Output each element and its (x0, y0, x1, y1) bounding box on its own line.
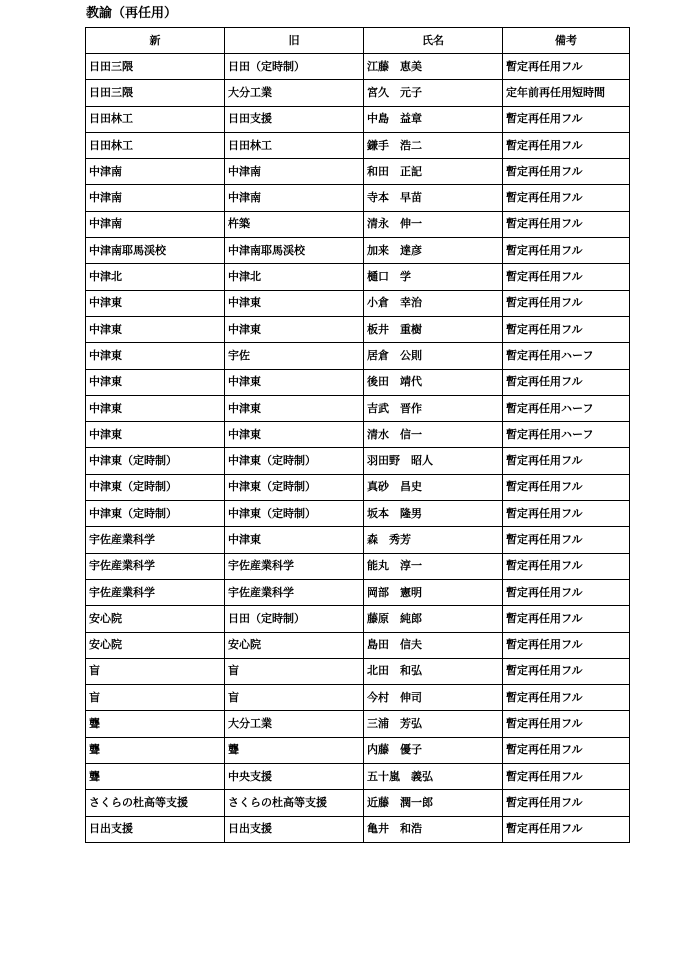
cell-note: 暫定再任用フル (503, 369, 630, 395)
cell-name: 岡部 憲明 (364, 579, 503, 605)
cell-old: 杵築 (225, 211, 364, 237)
cell-note: 暫定再任用ハーフ (503, 422, 630, 448)
header-old: 旧 (225, 28, 364, 54)
cell-note: 暫定再任用フル (503, 553, 630, 579)
cell-old: 中津東 (225, 290, 364, 316)
cell-name: 後田 靖代 (364, 369, 503, 395)
table-row (86, 658, 630, 684)
cell-name: 内藤 優子 (364, 737, 503, 763)
cell-name: 坂本 隆男 (364, 501, 503, 527)
cell-note: 暫定再任用フル (503, 474, 630, 500)
cell-name: 小倉 幸治 (364, 290, 503, 316)
cell-old: 中津北 (225, 264, 364, 290)
table-row (86, 159, 630, 185)
cell-note: 定年前再任用短時間 (503, 80, 630, 106)
cell-note: 暫定再任用フル (503, 501, 630, 527)
cell-name: 能丸 淳一 (364, 553, 503, 579)
table-row (86, 238, 630, 264)
cell-note: 暫定再任用フル (503, 316, 630, 342)
cell-new: 中津東（定時制） (86, 448, 225, 474)
cell-note: 暫定再任用ハーフ (503, 395, 630, 421)
cell-name: 三浦 芳弘 (364, 711, 503, 737)
cell-new: さくらの杜高等支援 (86, 790, 225, 816)
cell-note: 暫定再任用フル (503, 816, 630, 842)
cell-name: 真砂 昌史 (364, 474, 503, 500)
cell-new: 中津東 (86, 395, 225, 421)
cell-name: 板井 重樹 (364, 316, 503, 342)
table-row (86, 80, 630, 106)
cell-old: 中津東（定時制） (225, 474, 364, 500)
table-row (86, 764, 630, 790)
page-title: 教諭（再任用） (86, 6, 178, 21)
cell-new: 中津東 (86, 422, 225, 448)
cell-new: 中津南耶馬渓校 (86, 238, 225, 264)
cell-note: 暫定再任用フル (503, 211, 630, 237)
cell-old: 大分工業 (225, 711, 364, 737)
cell-name: 近藤 潤一郎 (364, 790, 503, 816)
cell-name: 亀井 和浩 (364, 816, 503, 842)
table-row (86, 632, 630, 658)
header-new: 新 (86, 28, 225, 54)
cell-old: 中央支援 (225, 764, 364, 790)
cell-note: 暫定再任用フル (503, 658, 630, 684)
table-row (86, 711, 630, 737)
cell-note: 暫定再任用ハーフ (503, 343, 630, 369)
table-row (86, 290, 630, 316)
table-row (86, 211, 630, 237)
cell-new: 日出支援 (86, 816, 225, 842)
cell-new: 安心院 (86, 632, 225, 658)
cell-old: 中津東 (225, 527, 364, 553)
table-row (86, 185, 630, 211)
cell-note: 暫定再任用フル (503, 790, 630, 816)
cell-new: 宇佐産業科学 (86, 553, 225, 579)
table-row (86, 685, 630, 711)
personnel-table (85, 27, 630, 843)
cell-old: 中津南 (225, 185, 364, 211)
table-row (86, 316, 630, 342)
cell-new: 中津東 (86, 316, 225, 342)
cell-note: 暫定再任用フル (503, 54, 630, 80)
cell-old: 宇佐 (225, 343, 364, 369)
table-row (86, 54, 630, 80)
cell-new: 盲 (86, 685, 225, 711)
cell-name: 加来 達彦 (364, 238, 503, 264)
cell-note: 暫定再任用フル (503, 106, 630, 132)
table-row (86, 448, 630, 474)
cell-new: 中津東 (86, 290, 225, 316)
table-row (86, 106, 630, 132)
cell-note: 暫定再任用フル (503, 264, 630, 290)
cell-name: 宮久 元子 (364, 80, 503, 106)
cell-new: 中津東（定時制） (86, 474, 225, 500)
table-row (86, 790, 630, 816)
cell-new: 中津南 (86, 185, 225, 211)
cell-old: さくらの杜高等支援 (225, 790, 364, 816)
cell-old: 大分工業 (225, 80, 364, 106)
table-row (86, 527, 630, 553)
cell-note: 暫定再任用フル (503, 185, 630, 211)
cell-old: 日田支援 (225, 106, 364, 132)
table-row (86, 369, 630, 395)
header-note: 備考 (503, 28, 630, 54)
cell-new: 安心院 (86, 606, 225, 632)
cell-old: 盲 (225, 685, 364, 711)
cell-note: 暫定再任用フル (503, 448, 630, 474)
cell-old: 安心院 (225, 632, 364, 658)
cell-note: 暫定再任用フル (503, 764, 630, 790)
cell-name: 中島 益章 (364, 106, 503, 132)
cell-old: 中津東（定時制） (225, 501, 364, 527)
table-row (86, 553, 630, 579)
cell-note: 暫定再任用フル (503, 159, 630, 185)
cell-new: 日田林工 (86, 132, 225, 158)
cell-note: 暫定再任用フル (503, 685, 630, 711)
cell-note: 暫定再任用フル (503, 711, 630, 737)
cell-new: 中津東 (86, 343, 225, 369)
cell-new: 宇佐産業科学 (86, 579, 225, 605)
cell-new: 中津東（定時制） (86, 501, 225, 527)
table-row (86, 395, 630, 421)
cell-old: 日出支援 (225, 816, 364, 842)
cell-new: 日田三隈 (86, 80, 225, 106)
cell-old: 中津南 (225, 159, 364, 185)
cell-name: 樋口 学 (364, 264, 503, 290)
table-row (86, 579, 630, 605)
cell-old: 中津東 (225, 395, 364, 421)
table-row (86, 816, 630, 842)
cell-name: 清永 伸一 (364, 211, 503, 237)
table-row (86, 343, 630, 369)
table-row (86, 737, 630, 763)
cell-name: 島田 信夫 (364, 632, 503, 658)
cell-name: 居倉 公則 (364, 343, 503, 369)
cell-old: 宇佐産業科学 (225, 553, 364, 579)
cell-old: 盲 (225, 658, 364, 684)
cell-new: 中津南 (86, 211, 225, 237)
header-name: 氏名 (364, 28, 503, 54)
cell-name: 吉武 晋作 (364, 395, 503, 421)
table-row (86, 474, 630, 500)
cell-name: 寺本 早苗 (364, 185, 503, 211)
cell-old: 宇佐産業科学 (225, 579, 364, 605)
cell-old: 中津南耶馬渓校 (225, 238, 364, 264)
cell-note: 暫定再任用フル (503, 737, 630, 763)
cell-new: 聾 (86, 764, 225, 790)
cell-note: 暫定再任用フル (503, 132, 630, 158)
cell-old: 日田林工 (225, 132, 364, 158)
cell-new: 盲 (86, 658, 225, 684)
table-row (86, 264, 630, 290)
cell-note: 暫定再任用フル (503, 527, 630, 553)
cell-note: 暫定再任用フル (503, 606, 630, 632)
cell-old: 中津東 (225, 369, 364, 395)
cell-name: 江藤 恵美 (364, 54, 503, 80)
cell-new: 日田林工 (86, 106, 225, 132)
cell-name: 藤原 純郎 (364, 606, 503, 632)
cell-name: 森 秀芳 (364, 527, 503, 553)
table-header-row (86, 28, 630, 54)
table-body (86, 54, 630, 843)
table-row (86, 132, 630, 158)
cell-new: 中津南 (86, 159, 225, 185)
cell-old: 中津東 (225, 316, 364, 342)
cell-new: 日田三隈 (86, 54, 225, 80)
cell-old: 聾 (225, 737, 364, 763)
cell-new: 聾 (86, 737, 225, 763)
cell-name: 鎌手 浩二 (364, 132, 503, 158)
cell-old: 中津東（定時制） (225, 448, 364, 474)
cell-note: 暫定再任用フル (503, 290, 630, 316)
cell-note: 暫定再任用フル (503, 579, 630, 605)
cell-new: 中津東 (86, 369, 225, 395)
cell-old: 中津東 (225, 422, 364, 448)
cell-old: 日田（定時制） (225, 606, 364, 632)
cell-old: 日田（定時制） (225, 54, 364, 80)
table-row (86, 501, 630, 527)
cell-new: 中津北 (86, 264, 225, 290)
cell-name: 五十嵐 義弘 (364, 764, 503, 790)
cell-name: 羽田野 昭人 (364, 448, 503, 474)
cell-note: 暫定再任用フル (503, 632, 630, 658)
cell-name: 北田 和弘 (364, 658, 503, 684)
cell-new: 宇佐産業科学 (86, 527, 225, 553)
cell-name: 清水 信一 (364, 422, 503, 448)
table-row (86, 606, 630, 632)
cell-new: 聾 (86, 711, 225, 737)
cell-name: 和田 正記 (364, 159, 503, 185)
cell-note: 暫定再任用フル (503, 238, 630, 264)
table-row (86, 422, 630, 448)
cell-name: 今村 伸司 (364, 685, 503, 711)
